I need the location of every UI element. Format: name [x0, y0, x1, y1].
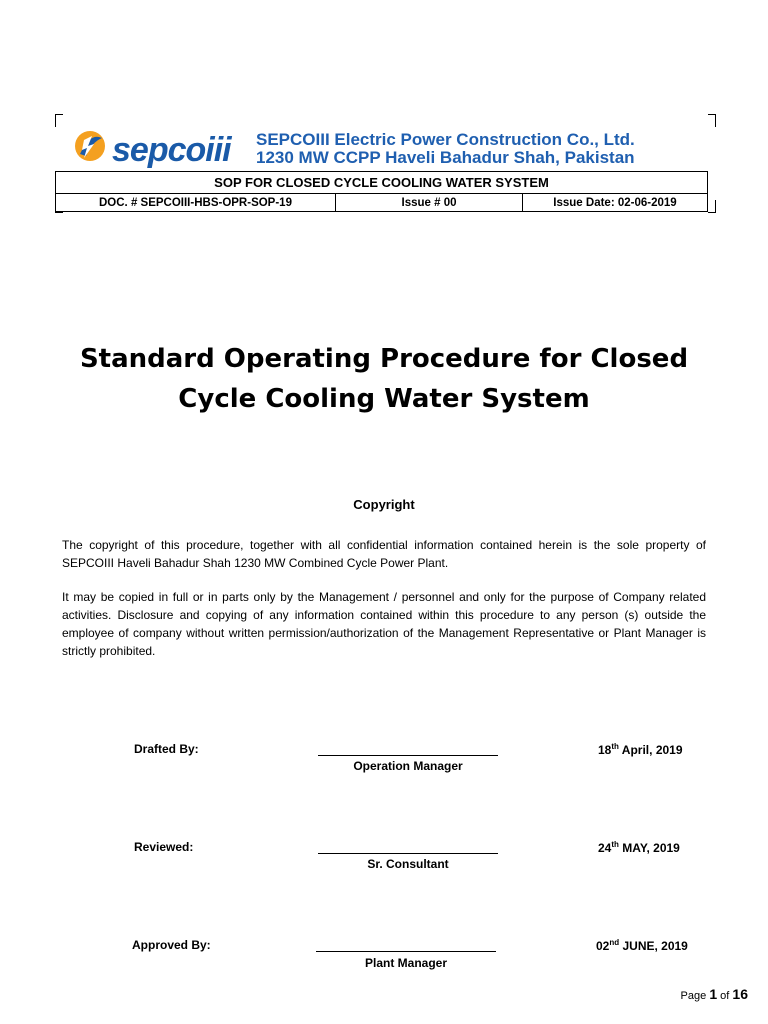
page-number	[681, 986, 748, 1002]
copyright-heading: Copyright	[353, 497, 415, 512]
signature-role: Plant Manager	[364, 956, 448, 970]
company-line-1: SEPCOIII Electric Power Construction Co., Ltd.	[256, 130, 635, 149]
crop-mark-top-right	[708, 114, 716, 127]
signature-label: Approved By:	[132, 938, 211, 952]
date-rest: MAY, 2019	[618, 841, 680, 855]
main-title-line-2: Cycle Cooling Water System	[178, 384, 590, 414]
signature-line	[318, 742, 498, 756]
signature-label: Drafted By:	[134, 742, 199, 756]
company-name	[256, 131, 635, 167]
main-title	[40, 339, 728, 419]
page-current: 1	[709, 986, 718, 1002]
signature-line	[318, 840, 498, 854]
document-header-table	[55, 171, 708, 212]
date-day: 24	[598, 841, 612, 855]
date-day: 18	[598, 743, 612, 757]
document-title: SOP FOR CLOSED CYCLE COOLING WATER SYSTEM	[56, 172, 708, 194]
sepcoiii-logo-icon	[72, 128, 108, 164]
date-suffix: nd	[609, 938, 620, 947]
signature-date	[598, 742, 683, 757]
signature-label: Reviewed:	[134, 840, 194, 854]
copyright-paragraph-1: The copyright of this procedure, together with all confidential information contained herein is the sole property of SEPCOIII Haveli Bahadur Shah 1230 MW Combined Cycle Power Plant.	[62, 538, 706, 570]
date-suffix: th	[611, 742, 619, 751]
issue-number: Issue # 00	[336, 194, 523, 212]
issue-date: Issue Date: 02-06-2019	[523, 194, 708, 212]
date-day: 02	[596, 939, 610, 953]
page-word: Page	[680, 990, 707, 1002]
date-rest: JUNE, 2019	[619, 939, 688, 953]
signature-role: Operation Manager	[353, 759, 463, 773]
crop-mark-bottom-right	[708, 200, 716, 213]
signature-line	[316, 938, 496, 952]
page-total: 16	[732, 986, 748, 1002]
of-word: of	[720, 990, 730, 1002]
document-number: DOC. # SEPCOIII-HBS-OPR-SOP-19	[56, 194, 336, 212]
crop-mark-top-left	[55, 114, 63, 127]
copyright-paragraph-2: It may be copied in full or in parts only by the Management / personnel and only for the purpose of Company related activities. Disclosure and copying of any information contained within this procedure to any person (s) outside the employee of company without written permission/authorization of the Management Representative or Plant Manager is strictly prohibited.	[62, 590, 706, 658]
signature-date	[598, 840, 680, 855]
signature-date	[596, 938, 688, 953]
company-line-2: 1230 MW CCPP Haveli Bahadur Shah, Pakistan	[256, 148, 635, 167]
date-suffix: th	[611, 840, 619, 849]
logo-wordmark: sepcoiii	[112, 131, 231, 169]
main-title-line-1: Standard Operating Procedure for Closed	[79, 344, 689, 374]
signature-role: Sr. Consultant	[367, 857, 449, 871]
date-rest: April, 2019	[618, 743, 683, 757]
